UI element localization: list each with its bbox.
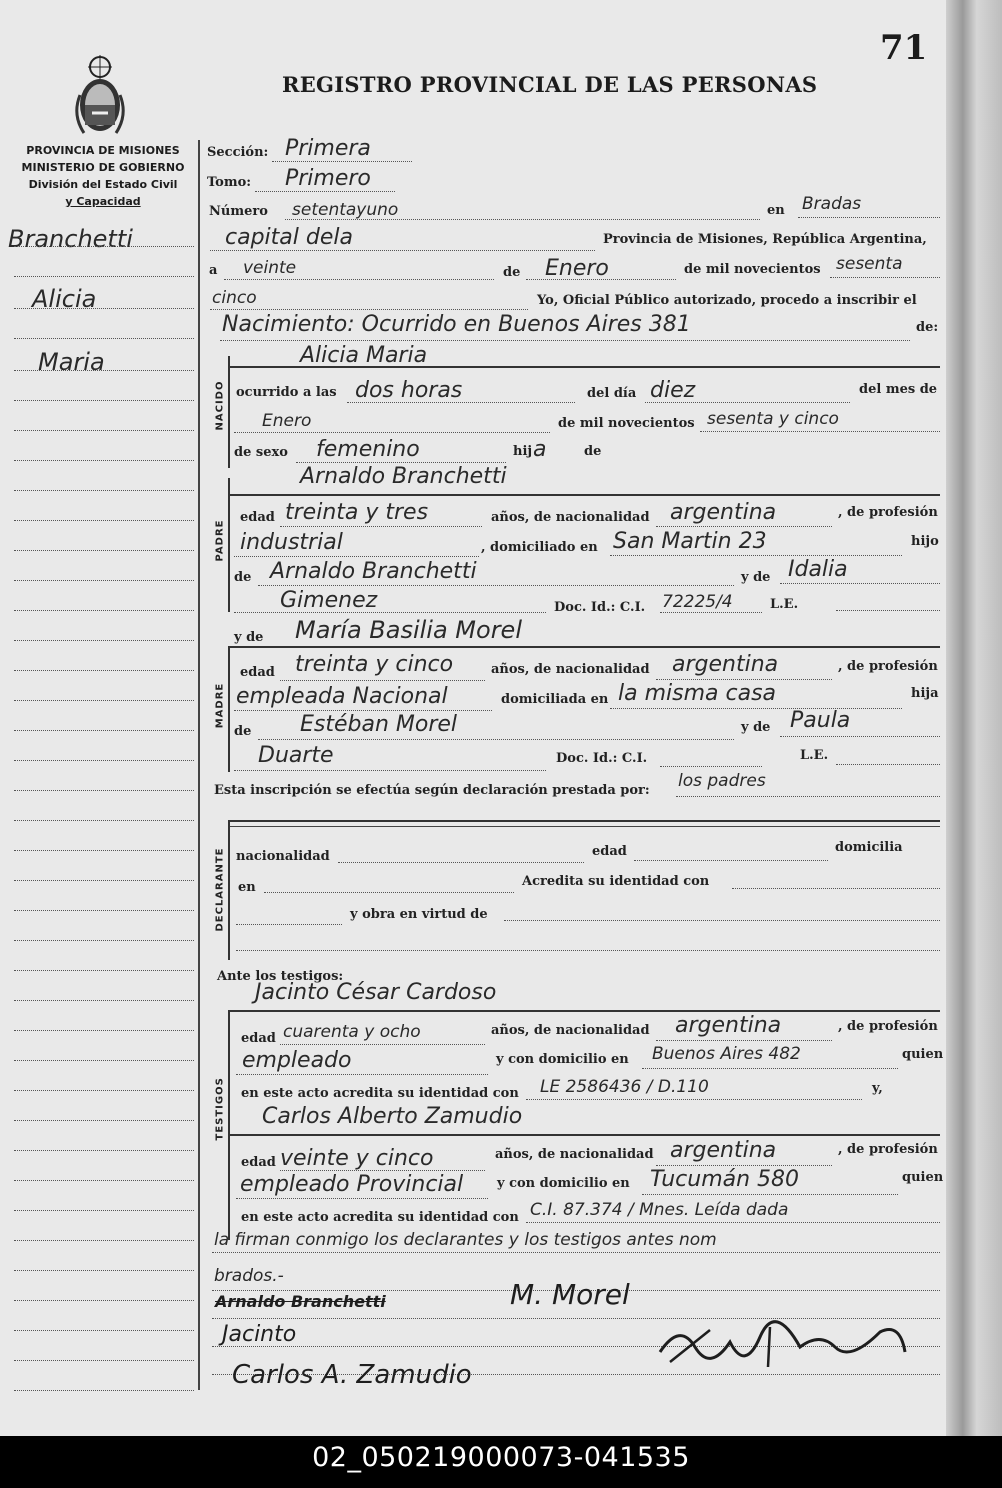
signature-madre: M. Morel [510,1278,630,1311]
coat-of-arms-icon [70,55,130,137]
decl-domicilia-label: domicilia [835,840,903,855]
decl-y-obra-label: y obra en virtud de [350,907,488,922]
tomo-value: Primero [285,166,371,191]
seccion-value: Primera [285,136,371,161]
padre-ci-value: 72225/4 [662,592,733,612]
abuelo-p-label: de [234,570,252,585]
t2-id-value: C.I. 87.374 / Mnes. Leída dada [530,1200,789,1220]
numero-label: Número [209,204,268,219]
header-line-1: PROVINCIA DE MISIONES [26,144,180,157]
padre-prof-label: , de profesión [838,505,938,520]
t1-quien-label: quien [902,1047,944,1062]
adjacent-page-edge [946,0,1002,1436]
madre-dom-value: la misma casa [618,681,777,706]
padre-nac-value: argentina [670,500,777,525]
abuelo-m-value: Estéban Morel [300,712,458,737]
testigo1-value: Jacinto César Cardoso [255,980,497,1005]
header-line-3: División del Estado Civil [28,178,178,191]
hijo-label: hijo [911,534,939,549]
de-label-2: de [584,444,602,459]
madre-edad-label: edad [240,665,275,680]
madre-nac-value: argentina [672,652,779,677]
madre-nac-label: años, de nacionalidad [491,662,650,677]
esta-inscripcion-text: Esta inscripción se efectúa según declaración prestada por: [214,783,650,798]
numero-value: setentayuno [292,200,399,220]
anio-nac-value: sesenta y cinco [707,409,839,429]
padre-nac-label: años, de nacionalidad [491,510,650,525]
de-mil-novecientos-label-2: de mil novecientos [558,416,695,431]
t1-nac-value: argentina [675,1013,782,1038]
dia-nac-value: diez [650,378,696,403]
t1-prof-label: , de profesión [838,1019,938,1034]
madre-edad-value: treinta y cinco [295,652,454,677]
padre-label: PADRE [214,519,226,562]
provincia-text: Provincia de Misiones, República Argentina, [603,232,927,247]
declarante-label: DECLARANTE [214,847,226,932]
t2-dom-label: y con domicilio en [497,1176,630,1191]
hija-label: hija [911,686,939,701]
padre-edad-value: treinta y tres [285,500,429,525]
hij-label: hij [513,444,533,459]
signature-testigo1: Jacinto [222,1322,297,1347]
signature-padre: Arnaldo Branchetti [215,1292,386,1311]
t1-y-label: y, [872,1081,883,1096]
cierre-line-2: brados.- [214,1266,284,1286]
page-title: REGISTRO PROVINCIAL DE LAS PERSONAS [282,72,818,97]
en-value: Bradas [802,194,862,214]
padre-edad-label: edad [240,510,275,525]
t1-dom-label: y con domicilio en [496,1052,629,1067]
yo-oficial-text: Yo, Oficial Público autorizado, procedo a inscribir el [537,293,917,308]
decl-nacionalidad-label: nacionalidad [236,849,330,864]
madre-dom-label: domiciliada en [501,692,609,707]
padre-nombre-value: Arnaldo Branchetti [300,464,507,489]
ante-testigos-label: Ante los testigos: [217,969,344,984]
nombre-value: Alicia Maria [300,343,428,368]
sexo-value: femenino [316,437,420,462]
abuela-m-value-2: Duarte [258,743,334,768]
ocurrido-label: ocurrido a las [236,385,337,400]
seccion-label: Sección: [207,145,269,160]
tomo-label: Tomo: [207,175,252,190]
abuela-p-value: Idalia [788,557,848,582]
t2-nac-label: años, de nacionalidad [495,1147,654,1162]
mes-value: Enero [545,256,609,281]
abuela-m-value: Paula [790,708,851,733]
abuelo-p-value: Arnaldo Branchetti [270,559,477,584]
madre-doc-label: Doc. Id.: C.I. [556,751,648,766]
t2-quien-label: quien [902,1170,944,1185]
decl-edad-label: edad [592,844,627,859]
t1-id-value: LE 2586436 / D.110 [540,1077,709,1097]
del-mes-label: del mes de [859,382,938,397]
de-colon-label: de: [916,320,939,335]
hij-suffix: a [533,437,547,462]
nacido-label: NACIDO [214,380,226,431]
cierre-line-1: la firman conmigo los declarantes y los testigos antes nom [214,1230,717,1250]
del-dia-label: del día [587,386,637,401]
sexo-label: de sexo [234,445,288,460]
acta-value: Nacimiento: Ocurrido en Buenos Aires 381 [222,312,691,337]
padre-le-label: L.E. [770,597,799,612]
t2-dom-value: Tucumán 580 [650,1167,800,1192]
t1-prof-value: empleado [242,1048,352,1073]
t1-acredita-label: en este acto acredita su identidad con [241,1086,519,1101]
abuela-m-label: y de [741,720,771,735]
padre-prof-value: industrial [240,530,343,555]
t1-dom-value: Buenos Aires 482 [652,1044,801,1064]
padre-dom-value: San Martin 23 [613,529,767,554]
abuelo-m-label: de [234,724,252,739]
t2-edad-label: edad [241,1155,276,1170]
madre-prof-value: empleada Nacional [236,684,448,709]
t1-nac-label: años, de nacionalidad [491,1023,650,1038]
signature-testigo2: Carlos A. Zamudio [232,1360,472,1390]
lugar-value: capital dela [225,225,353,250]
declarante-value: los padres [678,771,766,791]
testigo2-value: Carlos Alberto Zamudio [262,1104,523,1129]
madre-prof-label: , de profesión [838,659,938,674]
dia-value: veinte [243,258,297,278]
t1-edad-value: cuarenta y ocho [283,1022,421,1042]
de-mil-novecientos-label: de mil novecientos [684,262,821,277]
anio-value: sesenta [836,254,903,274]
t1-edad-label: edad [241,1031,276,1046]
signature-oficial-icon [650,1312,920,1382]
testigos-label: TESTIGOS [214,1077,226,1141]
t2-prof-value: empleado Provincial [240,1172,464,1197]
de-label: de [503,265,521,280]
padre-dom-label: , domiciliado en [481,540,598,555]
a-label: a [209,263,218,278]
madre-label: MADRE [214,682,226,729]
madre-y-de-label: y de [234,630,264,645]
decl-acredita-label: Acredita su identidad con [522,874,710,889]
hora-value: dos horas [355,378,463,403]
madre-le-label: L.E. [800,748,829,763]
abuela-p-label: y de [741,570,771,585]
margin-second-name: Maria [38,348,105,376]
ministry-header [8,142,198,210]
anio-value-2: cinco [212,288,257,308]
padre-doc-label: Doc. Id.: C.I. [554,600,646,615]
page-number: 71 [880,28,928,68]
decl-en-label: en [238,880,256,895]
margin-surname: Branchetti [8,225,133,253]
t2-prof-label: , de profesión [838,1142,938,1157]
t2-acredita-label: en este acto acredita su identidad con [241,1210,519,1225]
t2-edad-value: veinte y cinco [280,1146,434,1171]
header-line-2: MINISTERIO DE GOBIERNO [21,161,185,174]
mes-nac-value: Enero [262,411,312,431]
abuela-p-value-2: Gimenez [280,588,378,613]
margin-first-name: Alicia [32,285,97,313]
madre-nombre-value: María Basilia Morel [295,616,522,644]
header-line-4: y Capacidad [65,195,141,208]
en-label: en [767,203,785,218]
footer-code: 02_050219000073-041535 [0,1436,1002,1488]
t2-nac-value: argentina [670,1138,777,1163]
